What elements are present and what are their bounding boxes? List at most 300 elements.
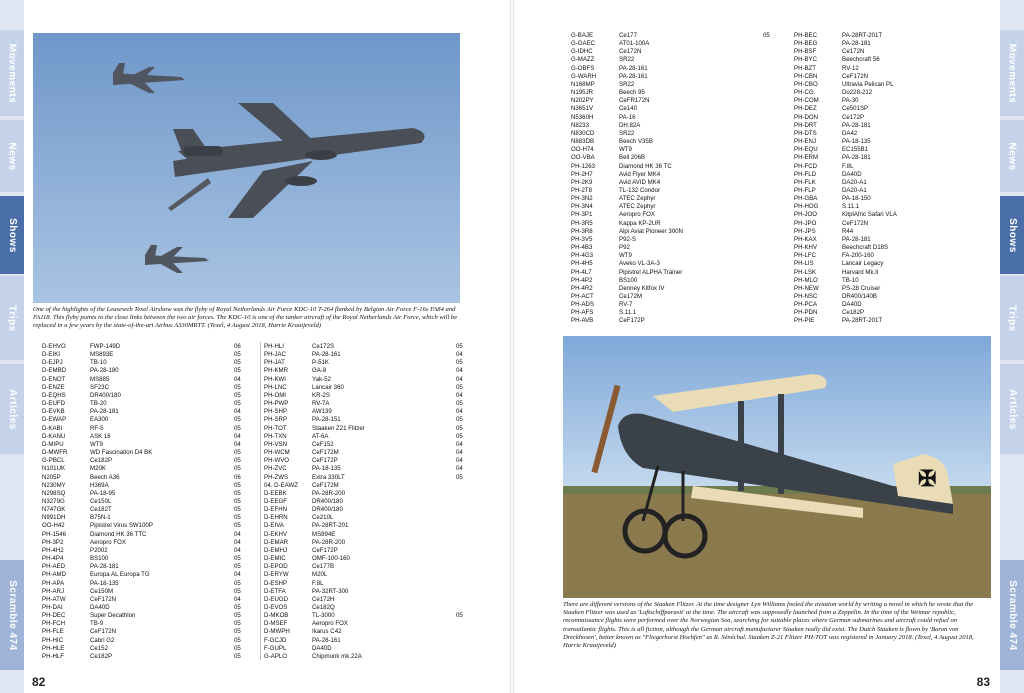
registration-registration: PH-FLD — [794, 170, 817, 178]
registration-type: CeF172P — [312, 457, 338, 465]
registration-row — [794, 203, 1014, 211]
registration-registration: D-EUFD — [42, 400, 66, 408]
registration-type: DR400/180 — [312, 497, 343, 505]
registration-registration: PH-AFS — [571, 309, 594, 317]
registration-registration: N883DB — [571, 138, 595, 146]
registration-registration: PH-4G3 — [571, 252, 594, 260]
registration-row — [571, 252, 791, 260]
registration-row — [571, 122, 791, 130]
registration-row — [794, 73, 1014, 81]
registration-type: ATEC Zephyr — [619, 203, 656, 211]
registration-registration: D-EQHS — [42, 391, 66, 399]
registration-registration: PH-DRT — [794, 121, 817, 129]
registration-row — [42, 628, 262, 636]
section-tab-label: Movements — [1006, 43, 1018, 103]
registration-issue: 05 — [234, 351, 241, 359]
registration-type: Kappa KP-2UR — [619, 219, 661, 227]
registration-type: WT9 — [90, 440, 103, 448]
registration-type: DR400/180 — [312, 506, 343, 514]
registration-registration: PH-ERM — [794, 154, 819, 162]
registration-row — [42, 376, 262, 384]
registration-registration: PH-2K9 — [571, 178, 593, 186]
registration-issue — [763, 301, 791, 309]
registration-registration: OO-H74 — [571, 146, 594, 154]
registration-registration: D-EUGD — [264, 595, 289, 603]
registration-registration: PH-WCM — [264, 449, 290, 457]
section-tab — [0, 120, 24, 192]
registration-type: AT01-100A — [619, 40, 650, 48]
registration-issue: 05 — [234, 612, 241, 620]
registration-type: Pipistrel Virus SW100P — [90, 522, 153, 530]
registration-type: FWP-149D — [90, 343, 121, 350]
registration-type: PA-28-181 — [90, 408, 119, 416]
registration-type: GA-8 — [312, 367, 327, 375]
registration-registration: PH-3P2 — [42, 538, 64, 546]
registration-registration: N101UK — [42, 465, 66, 473]
registration-row — [264, 400, 484, 408]
registration-row — [794, 285, 1014, 293]
registration-type: Alpi Aviat Pioneer 300N — [619, 227, 683, 235]
registration-row — [42, 531, 262, 539]
registration-issue — [763, 154, 791, 162]
registration-row — [794, 269, 1014, 277]
section-tab-label: Articles — [1006, 388, 1018, 430]
registration-registration: PH-4H2 — [42, 546, 64, 554]
registration-issue — [763, 228, 791, 236]
kdc10-flyby-photo — [33, 33, 460, 303]
registration-issue: 04 — [234, 530, 241, 538]
registration-issue — [763, 220, 791, 228]
registration-type: TB-20 — [90, 400, 107, 408]
reg-rows-right-1 — [571, 32, 791, 326]
registration-row — [264, 506, 484, 514]
registration-type: PA-18-150 — [842, 195, 871, 203]
registration-type: PA-28R-200 — [312, 538, 346, 546]
registration-issue — [763, 48, 791, 56]
registration-row — [264, 531, 484, 539]
registration-registration: N230MY — [42, 481, 66, 489]
registration-registration: PH-PDN — [794, 309, 818, 317]
registration-type: PA-28-161 — [312, 636, 341, 644]
registration-row — [571, 301, 791, 309]
registration-issue: 04 — [234, 440, 241, 448]
registration-type: Ce140 — [619, 105, 637, 113]
registration-registration: D-ENOT — [42, 375, 66, 383]
registration-type: RV-7 — [619, 301, 633, 309]
registration-issue — [763, 81, 791, 89]
registration-type: PA-32RT-300 — [312, 587, 349, 595]
registration-type: S.11.1 — [619, 309, 637, 317]
registration-registration: N298SQ — [42, 489, 66, 497]
registration-row — [42, 359, 262, 367]
registration-type: TB-10 — [842, 276, 859, 284]
registration-row — [264, 425, 484, 433]
registration-registration: PH-GBA — [794, 195, 818, 203]
registration-type: PA-18-135 — [90, 579, 119, 587]
registration-issue: 05 — [234, 497, 241, 505]
registration-registration: PH-CBN — [794, 72, 818, 80]
registration-type: PA-18-95 — [90, 489, 116, 497]
registration-row — [264, 547, 484, 555]
registration-row — [264, 514, 484, 522]
registration-row — [42, 416, 262, 424]
registration-registration: D-EWAP — [42, 416, 67, 424]
registration-issue: 05 — [456, 400, 463, 408]
registration-row — [42, 425, 262, 433]
registration-row — [264, 645, 484, 653]
registration-registration: PH-LIS — [794, 260, 814, 268]
registration-type: AT-6A — [312, 432, 329, 440]
registration-type: Avid AVID MK4 — [619, 178, 661, 186]
registration-row — [42, 580, 262, 588]
registration-registration: PH-AVB — [571, 317, 594, 325]
registration-row — [42, 465, 262, 473]
reg-rows-right-2 — [794, 32, 1014, 326]
registration-table-right-1 — [571, 32, 791, 326]
registration-issue — [456, 539, 484, 547]
registration-type: SF23C — [90, 383, 109, 391]
section-tab-label: News — [6, 141, 18, 171]
registration-row — [794, 48, 1014, 56]
registration-row — [794, 277, 1014, 285]
section-tabs-left — [0, 0, 24, 693]
registration-registration: PH-DTS — [794, 129, 817, 137]
registration-row — [571, 285, 791, 293]
registration-row — [794, 105, 1014, 113]
registration-type: PA-18-135 — [842, 138, 871, 146]
registration-registration: PH-2T8 — [571, 186, 592, 194]
registration-row — [794, 195, 1014, 203]
registration-type: DR400/180 — [90, 391, 121, 399]
registration-issue — [456, 588, 484, 596]
registration-row — [264, 376, 484, 384]
registration-issue: 05 — [234, 367, 241, 375]
registration-type: Ce172P — [842, 113, 865, 121]
registration-row — [42, 457, 262, 465]
registration-registration: PH-ADS — [571, 301, 595, 309]
registration-registration: PH-DEZ — [794, 105, 817, 113]
registration-type: P92 — [619, 244, 630, 252]
registration-registration: N168MP — [571, 80, 595, 88]
registration-row — [42, 408, 262, 416]
registration-registration: PH-PIE — [794, 317, 815, 325]
section-tab-label: Shows — [1006, 217, 1018, 253]
registration-registration: PH-BZT — [794, 64, 817, 72]
registration-type: Ce172M — [619, 293, 643, 300]
registration-registration: PH-1263 — [571, 162, 596, 170]
registration-type: Ce172H — [312, 595, 335, 603]
registration-issue — [456, 547, 484, 555]
registration-registration: D-ENZE — [42, 383, 65, 391]
registration-registration: N5360H — [571, 113, 594, 121]
registration-row — [794, 138, 1014, 146]
section-tab — [1000, 30, 1024, 116]
registration-registration: D-EEGF — [264, 497, 288, 505]
registration-issue — [763, 269, 791, 277]
section-tab — [1000, 560, 1024, 670]
registration-registration: PH-CG. — [794, 89, 816, 97]
section-tab — [0, 30, 24, 116]
registration-registration: D-EIKI — [42, 351, 60, 359]
registration-type: CeF172N — [90, 595, 117, 603]
registration-row — [264, 416, 484, 424]
registration-type: PA-28-181 — [842, 40, 871, 48]
registration-type: Chipmunk mk.22A — [312, 652, 362, 660]
registration-registration: G-MAZZ — [571, 56, 595, 64]
registration-registration: 04. D-EAWZ — [264, 481, 298, 489]
staaken-flitzer-photo — [563, 336, 991, 598]
registration-registration: D-MWFR — [42, 449, 68, 457]
registration-row — [571, 154, 791, 162]
registration-issue — [456, 514, 484, 522]
registration-row — [571, 81, 791, 89]
registration-type: FA-200-160 — [842, 252, 874, 260]
registration-row — [42, 645, 262, 653]
registration-type: Europa AL Europa TG — [90, 571, 150, 579]
svg-text:✠: ✠ — [918, 466, 937, 491]
registration-type: S.11.1 — [842, 203, 860, 211]
registration-row — [571, 244, 791, 252]
registration-table-left-2 — [264, 343, 484, 661]
registration-row — [264, 351, 484, 359]
registration-type: Aveko VL-3A-3 — [619, 260, 660, 268]
registration-issue: 05 — [234, 416, 241, 424]
registration-registration: PH-4R2 — [571, 284, 593, 292]
registration-registration: G-GAEC — [571, 40, 596, 48]
registration-issue: 05 — [234, 489, 241, 497]
registration-issue: 05 — [234, 563, 241, 571]
registration-type: RF-5 — [90, 424, 104, 432]
registration-issue — [456, 490, 484, 498]
registration-registration: PH-FLE — [42, 628, 64, 636]
registration-registration: PH-HLE — [42, 644, 65, 652]
registration-type: Ce182P — [842, 309, 865, 317]
registration-registration: PH-TXN — [264, 432, 287, 440]
registration-type: MS894E — [312, 530, 336, 538]
registration-registration: PH-DON — [794, 113, 819, 121]
registration-row — [42, 433, 262, 441]
registration-issue: 04 — [456, 449, 463, 457]
registration-issue: 05 — [763, 32, 770, 39]
registration-registration: PH-AMD — [42, 571, 67, 579]
section-tab — [1000, 120, 1024, 192]
registration-registration: D-EMIC — [264, 555, 286, 563]
registration-row — [794, 317, 1014, 325]
registration-row — [571, 293, 791, 301]
registration-registration: PH-NSC — [794, 293, 818, 300]
registration-type: TL-132 Condor — [619, 186, 660, 194]
section-tabs-right — [1000, 0, 1024, 693]
registration-registration: PH-NEW — [794, 284, 819, 292]
registration-row — [571, 228, 791, 236]
registration-issue: 05 — [456, 359, 463, 367]
registration-registration: PH-2H7 — [571, 170, 593, 178]
registration-type: Ce501SP — [842, 105, 869, 113]
registration-type: Ce210L — [312, 514, 334, 522]
registration-type: AW139 — [312, 408, 332, 416]
registration-type: DA40D — [90, 604, 110, 611]
registration-issue: 05 — [234, 579, 241, 587]
registration-issue — [763, 309, 791, 317]
registration-type: M20L — [312, 571, 328, 579]
registration-registration: D-EEBK — [264, 489, 287, 497]
registration-type: CeF172P — [312, 546, 338, 554]
registration-row — [42, 384, 262, 392]
registration-row — [794, 293, 1014, 301]
registration-registration: D-ERYW — [264, 571, 289, 579]
registration-type: DR400/140B — [842, 293, 877, 300]
registration-row — [571, 171, 791, 179]
registration-registration: PH-HIC — [42, 636, 63, 644]
registration-row — [264, 408, 484, 416]
registration-row — [264, 637, 484, 645]
registration-type: Harvard Mk.II — [842, 268, 879, 276]
registration-registration: PH-JOO — [794, 211, 818, 219]
registration-row — [794, 260, 1014, 268]
registration-issue: 05 — [234, 481, 241, 489]
registration-type: Yak-52 — [312, 375, 331, 383]
registration-issue: 06 — [234, 473, 241, 481]
registration-issue — [456, 580, 484, 588]
registration-row — [794, 122, 1014, 130]
registration-row — [42, 637, 262, 645]
registration-row — [571, 317, 791, 325]
registration-row — [42, 596, 262, 604]
registration-row — [571, 97, 791, 105]
registration-issue: 05 — [234, 555, 241, 563]
registration-row — [42, 563, 262, 571]
registration-issue: 04 — [234, 595, 241, 603]
section-tab — [1000, 196, 1024, 274]
registration-type: CeF172N — [90, 628, 117, 636]
registration-issue: 05 — [234, 400, 241, 408]
registration-registration: PH-HLI — [264, 343, 284, 350]
registration-issue — [763, 146, 791, 154]
registration-issue — [456, 506, 484, 514]
registration-registration: PH-ENJ — [794, 138, 817, 146]
registration-issue — [763, 187, 791, 195]
registration-row — [264, 604, 484, 612]
registration-registration: N3279G — [42, 497, 65, 505]
registration-row — [42, 490, 262, 498]
registration-row — [571, 187, 791, 195]
registration-type: Beech 95 — [619, 89, 645, 97]
registration-type: Ce152 — [90, 644, 108, 652]
registration-type: Aeropro FOX — [619, 211, 655, 219]
registration-type: DA40D — [312, 644, 332, 652]
registration-row — [794, 97, 1014, 105]
registration-row — [794, 32, 1014, 40]
registration-registration: PH-CBO — [794, 80, 818, 88]
registration-type: DA20-A1 — [842, 186, 867, 194]
registration-registration: PH-DEC — [42, 612, 66, 620]
registration-registration: PH-3R8 — [571, 227, 593, 235]
registration-registration: PH-DAI — [42, 604, 63, 611]
registration-issue: 04 — [456, 375, 463, 383]
registration-row — [571, 89, 791, 97]
registration-row — [571, 203, 791, 211]
registration-row — [42, 620, 262, 628]
registration-row — [42, 482, 262, 490]
registration-registration: PH-JPS — [794, 227, 816, 235]
section-tab-label: Shows — [6, 217, 18, 253]
registration-issue: 05 — [234, 514, 241, 522]
registration-type: Staaken Z21 Flitzer — [312, 424, 365, 432]
registration-type: B75N-1 — [90, 514, 111, 522]
registration-registration: G-BAJE — [571, 32, 594, 39]
registration-issue — [763, 163, 791, 171]
registration-registration: OO-H42 — [42, 522, 65, 530]
registration-issue: 05 — [234, 449, 241, 457]
registration-registration: D-EFHN — [264, 506, 288, 514]
registration-row — [264, 563, 484, 571]
registration-row — [264, 498, 484, 506]
registration-row — [264, 588, 484, 596]
registration-row — [571, 40, 791, 48]
registration-registration: D-MWPH — [264, 628, 290, 636]
registration-registration: D-MIPU — [42, 440, 64, 448]
registration-registration: PH-AED — [42, 563, 66, 571]
registration-registration: PH-BSF — [794, 48, 817, 56]
registration-type: Ce182P — [90, 457, 113, 465]
registration-registration: D-EMAR — [264, 538, 289, 546]
registration-registration: PH-JPO — [794, 219, 817, 227]
registration-row — [42, 351, 262, 359]
registration-registration: D-EMBD — [42, 367, 67, 375]
registration-row — [794, 244, 1014, 252]
registration-row — [264, 620, 484, 628]
book-gutter — [510, 0, 514, 693]
section-tab-label: News — [1006, 141, 1018, 171]
registration-type: P92-S — [619, 235, 636, 243]
registration-type: RV-12 — [842, 64, 859, 72]
registration-issue: 05 — [234, 465, 241, 473]
registration-row — [42, 547, 262, 555]
registration-issue — [763, 285, 791, 293]
section-tab-label: Scramble 474 — [1006, 579, 1018, 651]
registration-registration: G-APLO — [264, 652, 288, 660]
registration-type: Ce172N — [842, 48, 865, 56]
registration-issue — [456, 482, 484, 490]
registration-type: Diamond HK 36 TTC — [90, 530, 147, 538]
registration-registration: N8233 — [571, 121, 589, 129]
registration-type: Super Decathlon — [90, 612, 136, 620]
page-number-left: 82 — [32, 675, 46, 689]
registration-row — [264, 392, 484, 400]
registration-registration: PH-JAC — [264, 351, 287, 359]
registration-issue — [456, 571, 484, 579]
registration-type: CeF172M — [312, 449, 339, 457]
registration-issue — [456, 531, 484, 539]
registration-row — [794, 65, 1014, 73]
right-page — [512, 0, 1024, 693]
registration-row — [264, 343, 484, 351]
registration-type: Ultravia Pelican PL — [842, 80, 894, 88]
registration-issue — [456, 628, 484, 636]
registration-type: Diamond HK 36 TC — [619, 162, 672, 170]
registration-row — [794, 252, 1014, 260]
registration-row — [42, 514, 262, 522]
registration-issue: 05 — [456, 343, 463, 350]
registration-row — [571, 48, 791, 56]
registration-registration: D-ETFA — [264, 587, 286, 595]
section-tab-label: Movements — [6, 43, 18, 103]
registration-issue — [456, 620, 484, 628]
registration-type: PA-28-181 — [842, 235, 871, 243]
registration-type: SR22 — [619, 80, 635, 88]
registration-type: DH.82A — [619, 121, 641, 129]
registration-type: KitplAfric Safari VLA — [842, 211, 897, 219]
